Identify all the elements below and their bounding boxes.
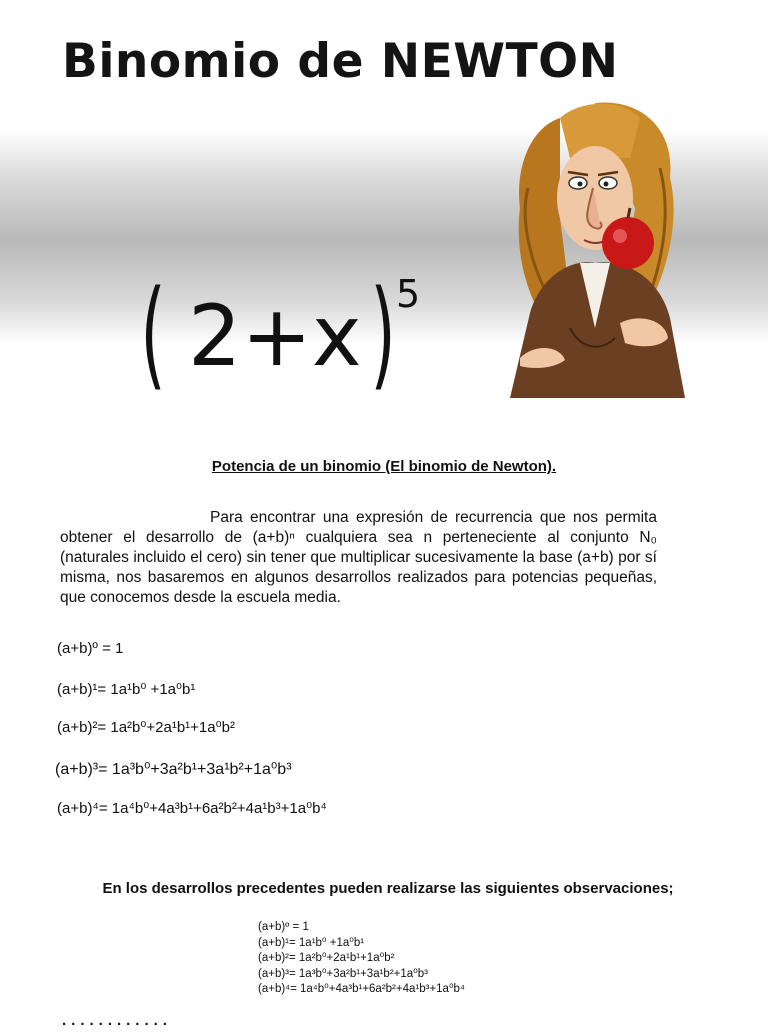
- observation-line: (a+b)º = 1: [258, 921, 309, 933]
- expansion-1: (a+b)¹= 1a¹b⁰ +1a⁰b¹: [57, 681, 196, 698]
- observation-line: (a+b)⁴= 1a⁴b⁰+4a³b¹+6a²b²+4a¹b³+1a⁰b⁴: [258, 983, 465, 995]
- formula-body: 2+x: [188, 287, 362, 385]
- cutoff-text: · · · · · · · · · · · ·: [62, 1016, 168, 1033]
- intro-paragraph: [60, 508, 657, 608]
- expansion-2: (a+b)²= 1a²b⁰+2a¹b¹+1a⁰b²: [57, 719, 235, 736]
- formula-open-paren: (: [140, 264, 166, 402]
- section-title: Potencia de un binomio (El binomio de Newton).: [211, 458, 557, 475]
- observation-line: (a+b)²= 1a²b⁰+2a¹b¹+1a⁰b²: [258, 952, 395, 964]
- observations-list: [258, 920, 465, 998]
- formula-exponent: 5: [396, 272, 421, 316]
- formula-close-paren: ): [370, 264, 396, 402]
- expansion-4: (a+b)⁴= 1a⁴b⁰+4a³b¹+6a²b²+4a¹b³+1a⁰b⁴: [57, 800, 327, 817]
- page-title: Binomio de NEWTON: [62, 34, 619, 89]
- observation-line: (a+b)³= 1a³b⁰+3a²b¹+3a¹b²+1a⁰b³: [258, 967, 429, 980]
- paragraph-text: Para encontrar una expresión de recurrencia que nos permita obtener el desarrollo de (a+b)ⁿ cualquiera sea n perteneciente al conjunto N₀ (naturales incluido el cero) sin tener que multiplicar sucesivamente la base (a+b) por sí misma, nos basaremos en algunos desarrollos realizados para potencias pequeñas, que conocemos desde la escuela media.: [60, 509, 657, 606]
- observation-line: (a+b)¹= 1a¹b⁰ +1a⁰b¹: [258, 936, 365, 949]
- expansion-3: (a+b)³= 1a³b⁰+3a²b¹+3a¹b²+1a⁰b³: [55, 761, 292, 778]
- expansion-0: (a+b)º = 1: [57, 640, 124, 657]
- newton-caricature-icon: [500, 98, 690, 398]
- observations-title: En los desarrollos precedentes pueden realizarse las siguientes observaciones;: [102, 880, 674, 897]
